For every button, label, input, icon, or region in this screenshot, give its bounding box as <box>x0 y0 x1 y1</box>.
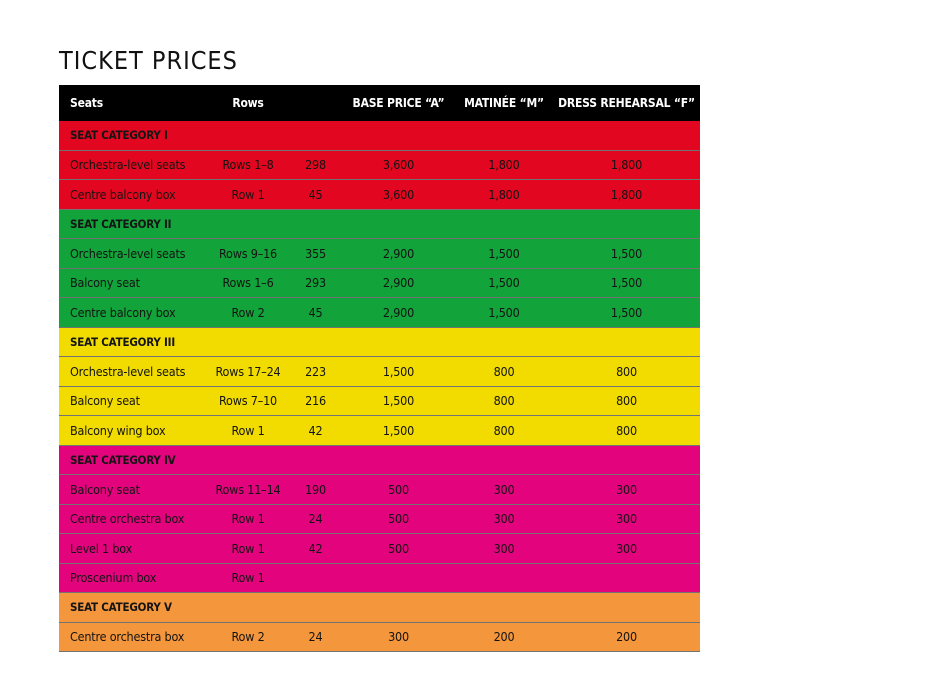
matinee-price-cell: 1,500 <box>455 298 553 328</box>
rows-cell: Rows 17–24 <box>207 357 289 387</box>
dress-rehearsal-price-cell: 1,800 <box>553 150 700 180</box>
table-row <box>59 475 700 505</box>
table-row <box>59 268 700 298</box>
seat-count-cell: 293 <box>289 268 342 298</box>
dress-rehearsal-price-cell: 1,500 <box>553 268 700 298</box>
table-header-row <box>59 85 700 121</box>
dress-rehearsal-price-cell: 1,500 <box>553 239 700 269</box>
base-price-cell: 2,900 <box>342 298 455 328</box>
table-body <box>59 121 700 652</box>
table-row <box>59 180 700 210</box>
table-row <box>59 298 700 328</box>
matinee-price-cell: 300 <box>455 504 553 534</box>
rows-cell: Rows 1–8 <box>207 150 289 180</box>
category-header-row <box>59 121 700 150</box>
table-row <box>59 357 700 387</box>
table-row <box>59 416 700 446</box>
seat-count-cell: 355 <box>289 239 342 269</box>
seat-count-cell: 42 <box>289 416 342 446</box>
dress-rehearsal-price-cell: 800 <box>553 416 700 446</box>
matinee-price-cell: 1,500 <box>455 239 553 269</box>
matinee-price-cell: 200 <box>455 622 553 652</box>
column-header-matinee: MATINÉE “M” <box>455 85 553 121</box>
matinee-price-cell: 1,800 <box>455 180 553 210</box>
seat-count-cell: 298 <box>289 150 342 180</box>
column-header-rows: Rows <box>207 85 289 121</box>
base-price-cell: 2,900 <box>342 268 455 298</box>
seat-count-cell: 45 <box>289 298 342 328</box>
seat-count-cell: 216 <box>289 386 342 416</box>
seat-type-cell: Balcony wing box <box>59 416 207 446</box>
category-header-row <box>59 445 700 475</box>
matinee-price-cell: 1,800 <box>455 150 553 180</box>
rows-cell: Row 1 <box>207 416 289 446</box>
seat-type-cell: Orchestra-level seats <box>59 239 207 269</box>
base-price-cell <box>342 563 455 593</box>
base-price-cell: 500 <box>342 534 455 564</box>
category-name: SEAT CATEGORY V <box>59 593 700 623</box>
rows-cell: Row 1 <box>207 504 289 534</box>
category-header-row <box>59 327 700 357</box>
base-price-cell: 1,500 <box>342 357 455 387</box>
matinee-price-cell <box>455 563 553 593</box>
matinee-price-cell: 300 <box>455 475 553 505</box>
rows-cell: Rows 9–16 <box>207 239 289 269</box>
table-row <box>59 150 700 180</box>
table-row <box>59 534 700 564</box>
dress-rehearsal-price-cell: 300 <box>553 475 700 505</box>
dress-rehearsal-price-cell: 300 <box>553 534 700 564</box>
seat-count-cell: 24 <box>289 504 342 534</box>
seat-type-cell: Centre orchestra box <box>59 504 207 534</box>
seat-type-cell: Proscenium box <box>59 563 207 593</box>
base-price-cell: 3,600 <box>342 180 455 210</box>
ticket-price-table <box>59 85 700 652</box>
matinee-price-cell: 300 <box>455 534 553 564</box>
category-header-row <box>59 593 700 623</box>
base-price-cell: 2,900 <box>342 239 455 269</box>
dress-rehearsal-price-cell: 1,800 <box>553 180 700 210</box>
rows-cell: Rows 11–14 <box>207 475 289 505</box>
table-row <box>59 563 700 593</box>
rows-cell: Row 1 <box>207 563 289 593</box>
category-name: SEAT CATEGORY IV <box>59 445 700 475</box>
seat-type-cell: Balcony seat <box>59 386 207 416</box>
base-price-cell: 300 <box>342 622 455 652</box>
rows-cell: Row 1 <box>207 534 289 564</box>
seat-count-cell: 42 <box>289 534 342 564</box>
seat-type-cell: Centre balcony box <box>59 298 207 328</box>
table-row <box>59 239 700 269</box>
base-price-cell: 1,500 <box>342 416 455 446</box>
matinee-price-cell: 800 <box>455 357 553 387</box>
rows-cell: Rows 1–6 <box>207 268 289 298</box>
seat-type-cell: Orchestra-level seats <box>59 357 207 387</box>
seat-count-cell <box>289 563 342 593</box>
matinee-price-cell: 1,500 <box>455 268 553 298</box>
category-name: SEAT CATEGORY III <box>59 327 700 357</box>
dress-rehearsal-price-cell: 1,500 <box>553 298 700 328</box>
seat-count-cell: 24 <box>289 622 342 652</box>
category-name: SEAT CATEGORY II <box>59 209 700 239</box>
table-row <box>59 504 700 534</box>
seat-count-cell: 223 <box>289 357 342 387</box>
page-title: TICKET PRICES <box>59 46 238 75</box>
column-header-base-price: BASE PRICE “A” <box>342 85 455 121</box>
seat-count-cell: 45 <box>289 180 342 210</box>
dress-rehearsal-price-cell <box>553 563 700 593</box>
seat-type-cell: Level 1 box <box>59 534 207 564</box>
dress-rehearsal-price-cell: 800 <box>553 357 700 387</box>
column-header-count <box>289 85 342 121</box>
dress-rehearsal-price-cell: 300 <box>553 504 700 534</box>
dress-rehearsal-price-cell: 200 <box>553 622 700 652</box>
base-price-cell: 500 <box>342 475 455 505</box>
column-header-seats: Seats <box>59 85 207 121</box>
seat-type-cell: Orchestra-level seats <box>59 150 207 180</box>
seat-type-cell: Balcony seat <box>59 475 207 505</box>
seat-type-cell: Balcony seat <box>59 268 207 298</box>
column-header-dress-rehearsal: DRESS REHEARSAL “F” <box>553 85 700 121</box>
seat-type-cell: Centre orchestra box <box>59 622 207 652</box>
base-price-cell: 500 <box>342 504 455 534</box>
dress-rehearsal-price-cell: 800 <box>553 386 700 416</box>
rows-cell: Rows 7–10 <box>207 386 289 416</box>
seat-count-cell: 190 <box>289 475 342 505</box>
base-price-cell: 3,600 <box>342 150 455 180</box>
table-row <box>59 386 700 416</box>
base-price-cell: 1,500 <box>342 386 455 416</box>
matinee-price-cell: 800 <box>455 386 553 416</box>
category-header-row <box>59 209 700 239</box>
rows-cell: Row 2 <box>207 622 289 652</box>
table-row <box>59 622 700 652</box>
matinee-price-cell: 800 <box>455 416 553 446</box>
rows-cell: Row 1 <box>207 180 289 210</box>
category-name: SEAT CATEGORY I <box>59 121 700 150</box>
seat-type-cell: Centre balcony box <box>59 180 207 210</box>
rows-cell: Row 2 <box>207 298 289 328</box>
